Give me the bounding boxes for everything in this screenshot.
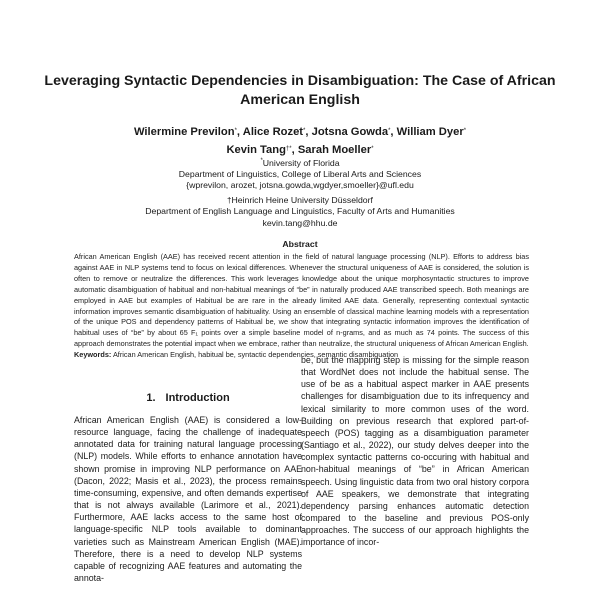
author-mark: * <box>303 128 306 134</box>
author-mark: * <box>463 128 467 134</box>
author-name: Alice Rozet <box>242 126 304 138</box>
author-list <box>40 123 560 159</box>
author-mark: * <box>234 128 237 134</box>
author-name: Wilermine Previlon <box>133 126 235 138</box>
author-name: Sarah Moeller <box>297 144 372 156</box>
abstract-text: African American English (AAE) has received recent attention in the field of natural language processing (NLP). Efforts to address bias against AAE in NLP systems tend to focus on lexical differences. Whenever the structural uniqueness of AAE is considered, the solution is often to remove or neutralize the differences. This work leverages knowledge about the unique morphosyntactic structures to improve automatic disambiguation of habitual and non-habitual meanings of “be” in naturally produced AAE transcribed speech. Both meanings are employed in AAE but examples of Habitual be are rare in the already limited AAE data. Generally, representing contextual syntactic information improves semantic disambiguation of habituality. Using an ensemble of classical machine learning models with a representation of the unique POS and dependency patterns of Habitual be, we show that integrating syntactic information improves the identification of habitual uses of “be” by about 65 F₁ points over a simple baseline model of n-grams, and as much as 74 points. The success of this approach demonstrates the potential impact when we embrace, rather than neutralize, the structural uniqueness of African American English. <box>74 252 529 349</box>
keywords-label: Keywords: <box>74 350 112 360</box>
author-name: William Dyer <box>396 126 464 138</box>
affiliation-department: Department of Linguistics, College of Liberal Arts and Sciences <box>178 169 422 180</box>
section-number: 1. <box>146 392 156 404</box>
author-mark: * <box>388 128 391 134</box>
abstract <box>74 252 529 361</box>
affiliation-hhu <box>40 195 560 229</box>
author-line-1: Wilermine Previlon*, Alice Rozet*, Jotsna Gowda*, William Dyer* <box>133 126 467 138</box>
affiliation-university: Heinrich Heine University Düsseldorf <box>231 195 373 205</box>
author-line-2: Kevin Tang†*, Sarah Moeller* <box>226 144 374 156</box>
abstract-heading: Abstract <box>282 239 318 249</box>
right-column-text: be, but the mapping step is missing for the simple reason that WordNet does not include the habitual sense. The use of be as a habitual aspect marker in AAE presents challenges for disambiguation due to its infrequency and lexical similarity to more common uses of the word. Building on previous research that explored part-of-speech (POS) tagging as a disambiguation parameter (Santiago et al., 2022), our study delves deeper into the complex syntactic patterns co-occuring with habitual and non-habitual meanings of “be” in African American speech. Using linguistic data from two oral history corpora of AAE speakers, we demonstrate that integrating dependency parsing enhances automatic detection compared to the baseline and previous POS-only approaches. The success of our approach highlights the importance of incor- <box>301 355 529 548</box>
paper-title: Leveraging Syntactic Dependencies in Disambiguation: The Case of African American English <box>44 73 556 108</box>
affiliation-florida <box>40 156 560 192</box>
right-column <box>301 354 529 549</box>
affiliation-mark: † <box>227 196 232 205</box>
affiliation-department: Department of English Language and Linguistics, Faculty of Arts and Humanities <box>145 206 455 217</box>
keywords-text: African American English, habitual be, syntactic dependencies, semantic disambiguation <box>112 350 399 360</box>
section-title: Introduction <box>165 392 230 404</box>
author-mark: †* <box>285 146 292 152</box>
author-mark: * <box>371 146 374 152</box>
author-name: Kevin Tang <box>226 144 286 156</box>
section-heading-introduction <box>74 392 302 404</box>
author-name: Jotsna Gowda <box>311 126 389 138</box>
left-column <box>74 414 302 584</box>
left-column-text: African American English (AAE) is considered a low-resource language, facing the challenge of inadequate annotated data for training natural language processing (NLP) models. While efforts to enhance annotation have shown promise in improving NLP performance on AAE (Dacon, 2022; Masis et al., 2023), the process remains time-consuming, expensive, and often demands expertise that is not always available (Larimore et al., 2021). Furthermore, AAE lacks access to the same host of language-specific NLP tools available to dominant varieties such as Mainstream American English (MAE). Therefore, there is a need to develop NLP systems capable of recognizing AAE features and automating the annota- <box>74 415 302 584</box>
affiliation-mark: * <box>260 158 263 164</box>
affiliation-emails: {wprevilon, arozet, jotsna.gowda,wgdyer,smoeller}@ufl.edu <box>186 180 414 191</box>
affiliation-university: University of Florida <box>262 157 340 168</box>
affiliation-email: kevin.tang@hhu.de <box>262 217 338 228</box>
